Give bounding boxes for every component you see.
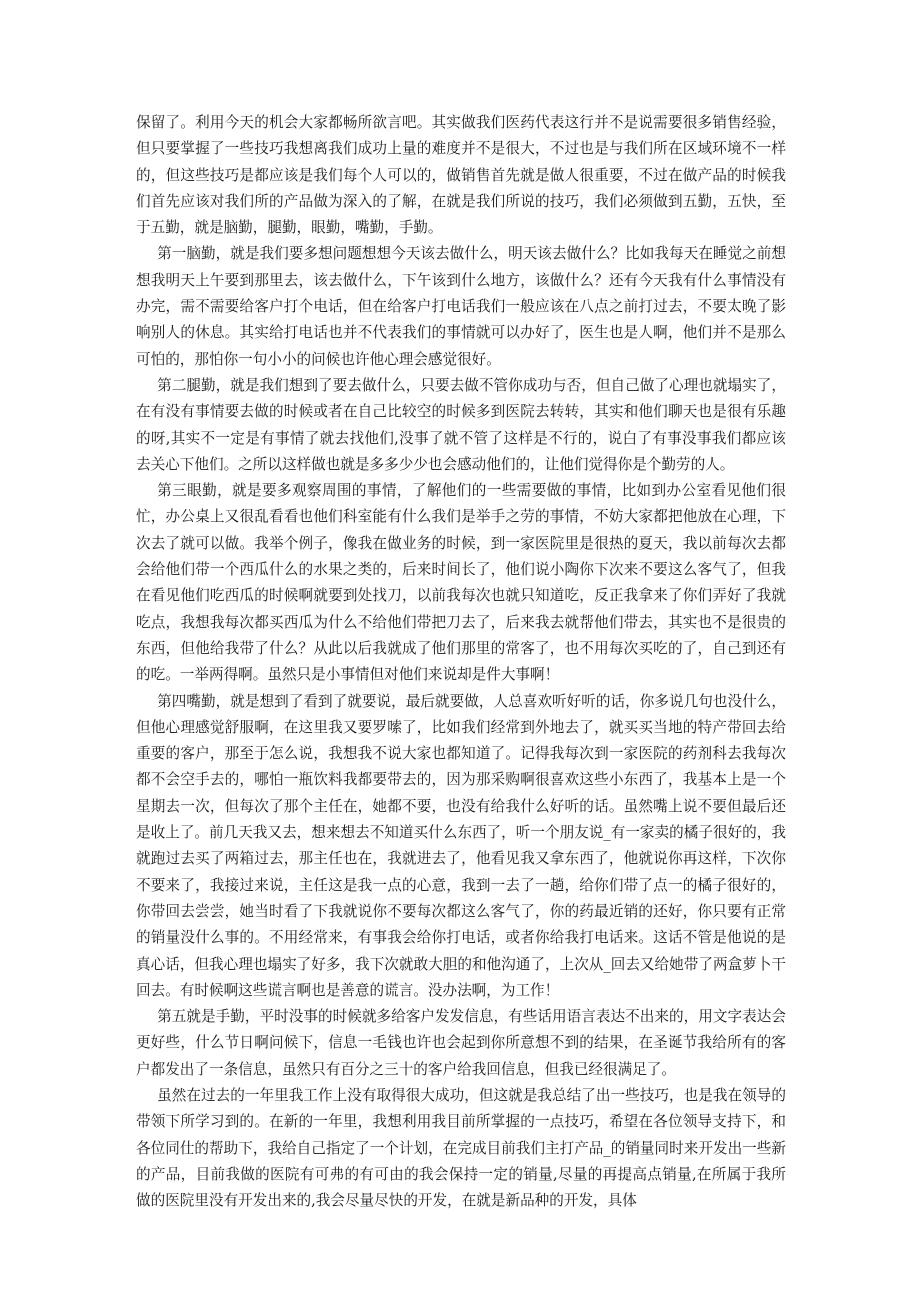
paragraph-leg-diligence: 第二腿勤，就是我们想到了要去做什么，只要去做不管你成功与否，但自己做了心理也就塌实了，在有没有事情要去做的时候或者在自己比较空的时候多到医院去转转，其实和他们聊天也是很有乐趣的呀,其实不一定是有事情了就去找他们,没事了就不管了这样是不行的，说白了有事没事我们都应该去关心下他们。之所以这样做也就是多多少少也会感动他们的，让他们觉得你是个勤劳的人。 — [136, 376, 786, 473]
paragraph-eye-diligence: 第三眼勤，就是要多观察周围的事情，了解他们的一些需要做的事情，比如到办公室看见他们很忙，办公桌上又很乱看看也他们科室能有什么我们是举手之劳的事情，不妨大家都把他放在心理，下次去了就可以做。我举个例子，像我在做业务的时候，到一家医院里是很热的夏天，我以前每次去都会给他们带一个西瓜什么的水果之类的，后来时间长了，他们说小陶你下次来不要这么客气了，但我在看见他们吃西瓜的时候啊就要到处找刀，以前我每次也就只知道吃，反正我拿来了你们弄好了我就吃点，我想我每次都买西瓜为什么不给他们带把刀去了，后来我去就帮他们带去，其实也不是很贵的东西，但他给我带了什么？从此以后我就成了他们那里的常客了，也不用每次买吃的了，自己到还有的吃。一举两得啊。虽然只是小事情但对他们来说却是件大事啊！ — [136, 482, 786, 684]
paragraph-hand-diligence: 第五就是手勤，平时没事的时候就多给客户发发信息，有些话用语言表达不出来的，用文字表达会更好些，什么节日啊问候下，信息一毛钱也许也会起到你所意想不到的结果，在圣诞节我给所有的客户都发出了一条信息，虽然只有百分之三十的客户给我回信息，但我已经很满足了。 — [136, 1008, 786, 1078]
paragraph-brain-diligence: 第一脑勤，就是我们要多想问题想想今天该去做什么，明天该去做什么？比如我每天在睡觉之前想想我明天上午要到那里去，该去做什么，下午该到什么地方，该做什么？还有今天我有什么事情没有办完，需不需要给客户打个电话，但在给客户打电话我们一般应该在八点之前打过去，不要太晚了影响别人的休息。其实给打电话也并不代表我们的事情就可以办好了，医生也是人啊，他们并不是那么可怕的，那怕你一句小小的问候也许他心理会感觉很好。 — [136, 245, 786, 368]
paragraph-mouth-diligence: 第四嘴勤，就是想到了看到了就要说，最后就要做，人总喜欢听好听的话，你多说几句也没什么，但他心理感觉舒服啊，在这里我又要罗嗦了，比如我们经常到外地去了，就买买当地的特产带回去给重要的客户，那至于怎么说，我想我不说大家也都知道了。记得我每次到一家医院的药剂科去我每次都不会空手去的，哪怕一瓶饮料我都要带去的，因为那采购啊很喜欢这些小东西了，我基本上是一个星期去一次，但每次了那个主任在，她都不要，也没有给我什么好听的话。虽然嘴上说不要但最后还是收上了。前几天我又去，想来想去不知道买什么东西了，听一个朋友说_有一家卖的橘子很好的，我就跑过去买了两箱过去，那主任也在，我就进去了，他看见我又拿东西了，他就说你再这样，下次你不要来了，我接过来说，主任这是我一点的心意，我到一去了一趟，给你们带了点一的橘子很好的，你带回去尝尝，她当时看了下我就说你不要每次都这么客气了，你的药最近销的还好，你只要有正常的销量没什么事的。不用经常来，有事我会给你打电话，或者你给我打电话来。这话不管是他说的是真心话，但我心理也塌实了好多，我下次就敢大胆的和他沟通了，上次从_回去又给她带了两盒萝卜干回去。有时候啊这些谎言啊也是善意的谎言。没办法啊，为工作！ — [136, 692, 786, 999]
document-body — [136, 110, 786, 1214]
paragraph-summary-plan: 虽然在过去的一年里我工作上没有取得很大成功，但这就是我总结了出一些技巧，也是我在领导的带领下所学习到的。在新的一年里，我想利用我目前所掌握的一点技巧，希望在各位领导支持下，和各位同仕的帮助下，我给自己指定了一个计划，在完成目前我们主打产品_的销量同时来开发出一些新的产品，目前我做的医院有可弗的有可由的我会保持一定的销量,尽量的再提高点销量,在所属于我所做的医院里没有开发出来的,我会尽量尽快的开发，在就是新品种的开发，具体 — [136, 1086, 786, 1210]
paragraph-intro: 保留了。利用今天的机会大家都畅所欲言吧。其实做我们医药代表这行并不是说需要很多销售经验，但只要掌握了一些技巧我想离我们成功上量的难度并不是很大，不过也是与我们所在区域环境不一样的，但这些技巧是都应该是我们每个人可以的，做销售首先就是做人很重要，不过在做产品的时候我们首先应该对我们所的产品做为深入的了解，在就是我们所说的技巧，我们必须做到五勤，五快，至于五勤，就是脑勤，腿勤，眼勤，嘴勤，手勤。 — [136, 114, 786, 237]
